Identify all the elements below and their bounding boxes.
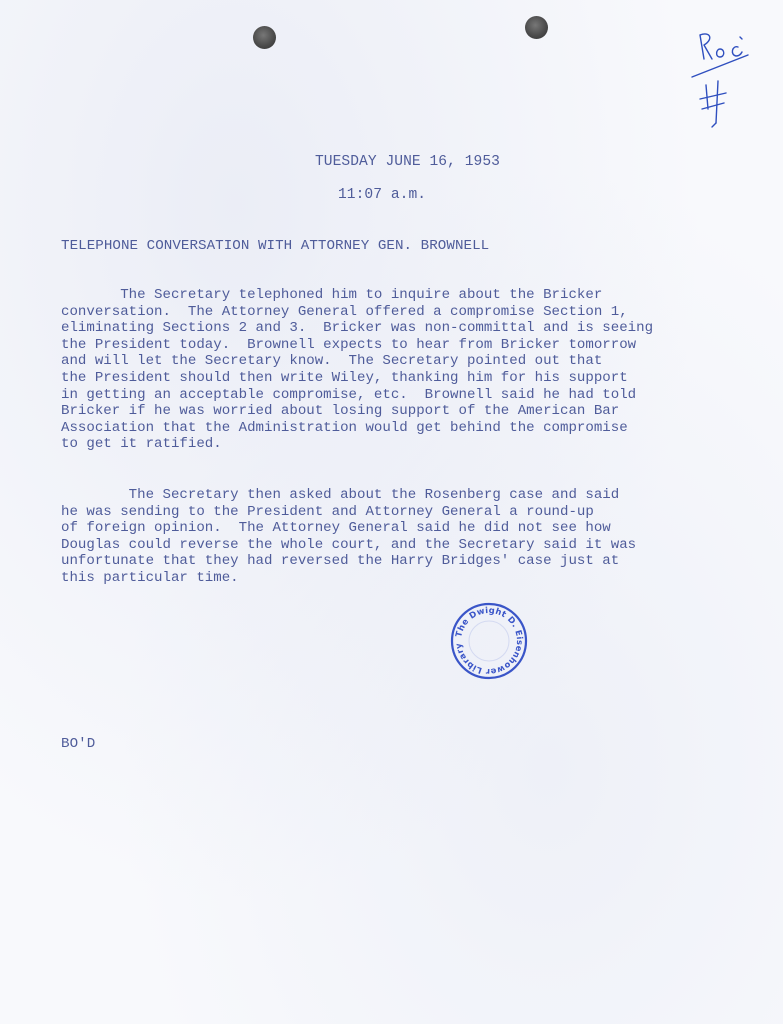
- paragraph-line: of foreign opinion. The Attorney General said he did not see how: [61, 520, 611, 537]
- body-paragraph: [61, 487, 636, 587]
- document-date: TUESDAY JUNE 16, 1953: [315, 154, 500, 170]
- punch-hole-right: [525, 16, 548, 39]
- paragraph-line: unfortunate that they had reversed the Harry Bridges' case just at: [61, 553, 620, 570]
- document-subject: TELEPHONE CONVERSATION WITH ATTORNEY GEN. BROWNELL: [61, 238, 490, 254]
- paragraph-line: to get it ratified.: [61, 436, 222, 453]
- paragraph-line: he was sending to the President and Attorney General a round-up: [61, 503, 594, 520]
- punch-hole-left: [253, 26, 276, 49]
- paragraph-line: the President today. Brownell expects to hear from Bricker tomorrow: [61, 336, 637, 353]
- paragraph-line: and will let the Secretary know. The Secretary pointed out that: [61, 353, 603, 370]
- paragraph-line: Association that the Administration would get behind the compromise: [61, 419, 628, 436]
- paragraph-line: eliminating Sections 2 and 3. Bricker was non-committal and is seeing: [61, 320, 654, 337]
- handwritten-annotation: [690, 25, 760, 135]
- paragraph-line: conversation. The Attorney General offered a compromise Section 1,: [61, 303, 628, 320]
- paragraph-line: Douglas could reverse the whole court, and the Secretary said it was: [61, 536, 637, 553]
- document-time: 11:07 a.m.: [338, 187, 427, 203]
- author-initials: BO'D: [61, 736, 96, 752]
- paragraph-line: The Secretary then asked about the Rosenberg case and said: [61, 487, 620, 503]
- body-paragraph: [61, 287, 653, 453]
- paragraph-line: in getting an acceptable compromise, etc. Brownell said he had told: [61, 386, 637, 403]
- paragraph-line: The Secretary telephoned him to inquire about the Bricker: [61, 287, 603, 303]
- paragraph-line: the President should then write Wiley, thanking him for his support: [61, 369, 628, 386]
- paragraph-line: Bricker if he was worried about losing support of the American Bar: [61, 403, 620, 420]
- stamp-inner-ring: [469, 621, 509, 661]
- library-stamp: [449, 601, 529, 681]
- stamp-outer-ring: [452, 604, 526, 678]
- paragraph-line: this particular time.: [61, 569, 239, 586]
- stamp-text: The Dwight D. Eisenhower Library: [453, 604, 526, 678]
